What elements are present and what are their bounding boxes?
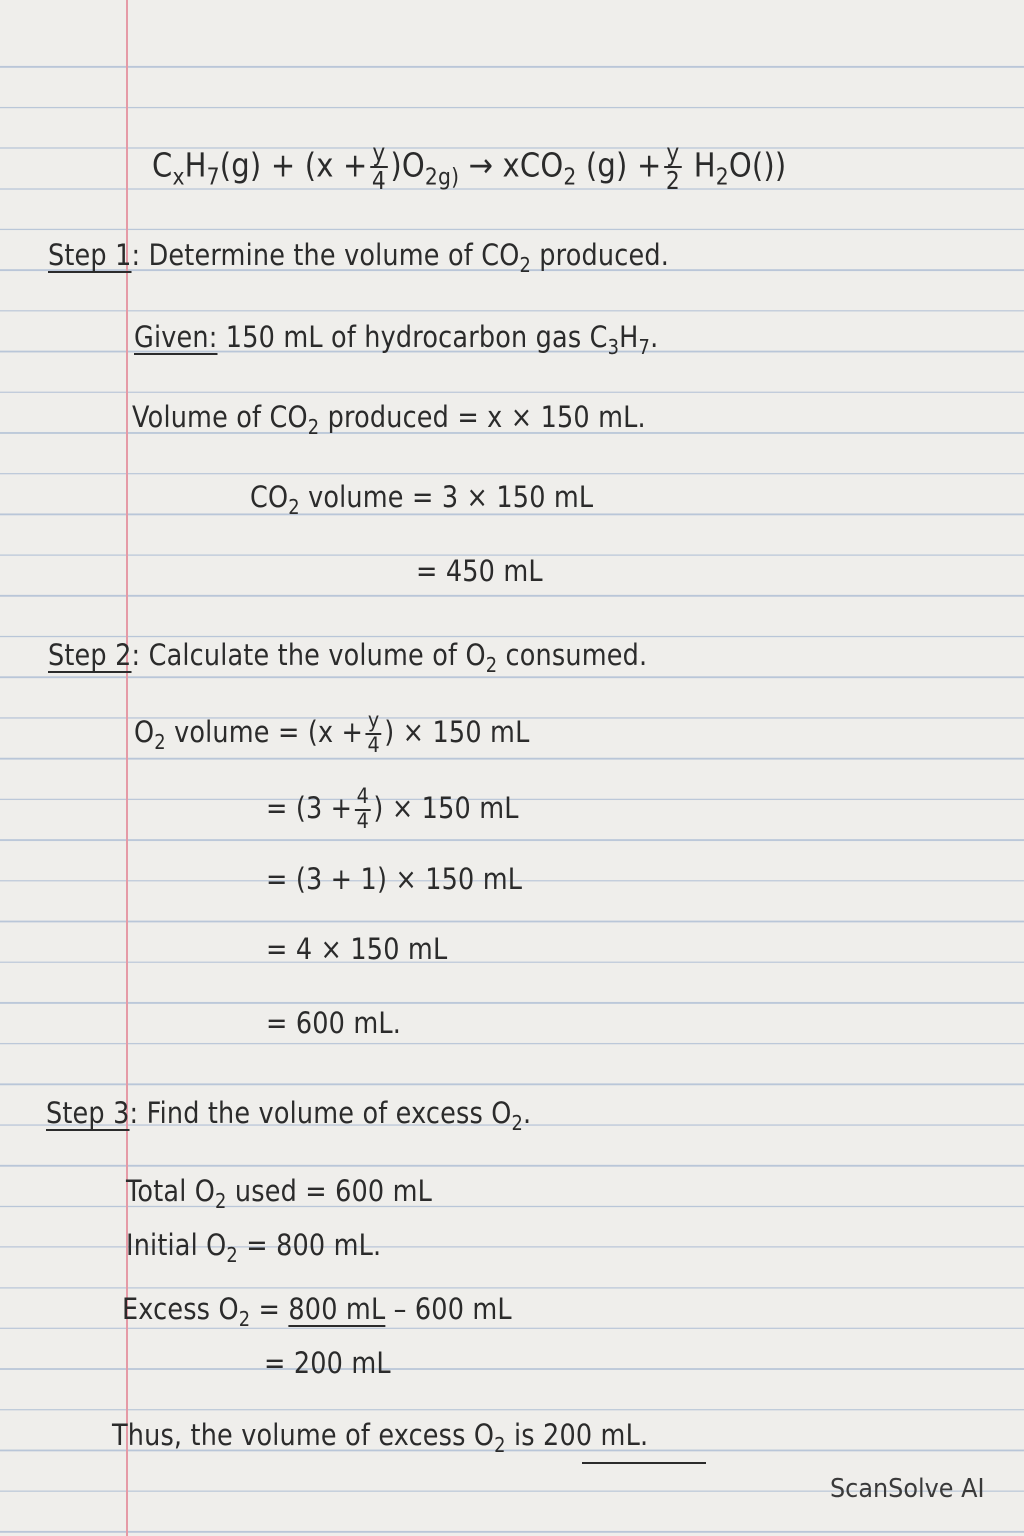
formula-text: = (3 + 1) × 150 mL bbox=[266, 862, 523, 896]
eq-part: H bbox=[684, 145, 716, 185]
step1-heading-sub: 2 bbox=[519, 253, 531, 278]
formula-text: Initial O bbox=[126, 1228, 227, 1262]
step3-heading-sub: 2 bbox=[511, 1111, 524, 1136]
step1-heading-text: : Determine the volume of CO bbox=[131, 238, 520, 272]
step2-label: Step 2 bbox=[48, 638, 132, 672]
formula-text: volume = (x + bbox=[165, 714, 364, 749]
eq-part: → xCO bbox=[459, 145, 564, 185]
eq-part: H bbox=[184, 145, 207, 185]
step1-co2-volume bbox=[250, 480, 593, 519]
formula-text: – 600 mL bbox=[385, 1292, 512, 1326]
conclusion bbox=[112, 1418, 648, 1457]
result-text: = 450 mL bbox=[416, 554, 543, 588]
step1-heading bbox=[48, 238, 669, 277]
step1-result bbox=[416, 554, 543, 588]
step1-heading-end: produced. bbox=[530, 238, 670, 272]
step3-total bbox=[126, 1174, 432, 1213]
formula-text: Excess O bbox=[122, 1292, 239, 1326]
given-sub: 7 bbox=[638, 335, 651, 360]
formula-sub: 2 bbox=[226, 1243, 238, 1268]
formula-sub: 2 bbox=[215, 1189, 227, 1214]
step2-heading-sub: 2 bbox=[485, 653, 498, 678]
final-answer: 200 mL. bbox=[543, 1418, 649, 1452]
conclusion-text: is bbox=[505, 1418, 544, 1452]
given-end: . bbox=[650, 320, 659, 354]
given-text: 150 mL of hydrocarbon gas C bbox=[217, 320, 608, 354]
fraction-y-over-4: $\frac{y}{4}$ bbox=[367, 708, 380, 758]
eq-sub: 2 bbox=[715, 164, 729, 191]
formula-sub: 2 bbox=[307, 415, 320, 440]
step3-heading bbox=[46, 1096, 531, 1135]
step3-heading-end: . bbox=[523, 1096, 532, 1130]
combustion-equation bbox=[152, 140, 786, 194]
eq-part: C bbox=[152, 145, 173, 185]
formula-text: Volume of CO bbox=[132, 400, 308, 434]
formula-text: = 4 × 150 mL bbox=[266, 932, 448, 966]
eq-part: )O bbox=[390, 145, 425, 185]
formula-text: O bbox=[134, 714, 155, 749]
formula-text: used = 600 mL bbox=[226, 1174, 433, 1208]
formula-text: volume = 3 × 150 mL bbox=[299, 480, 594, 514]
step2-line2 bbox=[266, 786, 519, 834]
step2-heading-text: : Calculate the volume of O bbox=[131, 638, 486, 672]
step2-line3 bbox=[266, 862, 522, 896]
step3-result bbox=[264, 1346, 391, 1380]
formula-text: = 600 mL. bbox=[266, 1006, 402, 1040]
step1-label: Step 1 bbox=[48, 238, 132, 272]
result-text: = 200 mL bbox=[264, 1346, 391, 1380]
watermark: ScanSolve AI bbox=[830, 1474, 985, 1504]
eq-sub: x bbox=[172, 164, 185, 191]
eq-part: O()) bbox=[728, 145, 787, 185]
given-label: Given: bbox=[134, 320, 218, 354]
step2-line5 bbox=[266, 1006, 401, 1040]
step2-line4 bbox=[266, 932, 447, 966]
eq-fraction-y-over-4: $\frac{y}{4}$ bbox=[371, 138, 386, 195]
step3-label: Step 3 bbox=[46, 1096, 130, 1130]
given-sub: 3 bbox=[607, 335, 620, 360]
given-text: H bbox=[619, 320, 639, 354]
conclusion-sub: 2 bbox=[494, 1433, 506, 1458]
step2-heading-end: consumed. bbox=[497, 638, 648, 672]
formula-text: ) × 150 mL bbox=[373, 790, 519, 825]
underlined-value: 800 mL bbox=[288, 1292, 386, 1326]
formula-text: = bbox=[250, 1292, 289, 1326]
step1-given bbox=[134, 320, 658, 359]
formula-text: = (3 + bbox=[266, 790, 353, 825]
formula-text: produced = x × 150 mL. bbox=[319, 400, 646, 434]
formula-text: = 800 mL. bbox=[237, 1228, 382, 1262]
step3-heading-text: : Find the volume of excess O bbox=[129, 1096, 512, 1130]
step2-heading bbox=[48, 638, 647, 677]
eq-fraction-y-over-2: $\frac{y}{2}$ bbox=[665, 138, 680, 195]
final-answer-underline bbox=[582, 1462, 706, 1464]
step3-initial bbox=[126, 1228, 381, 1267]
eq-sub: 7 bbox=[206, 164, 220, 191]
fraction-4-over-4: $\frac{4}{4}$ bbox=[356, 784, 370, 834]
eq-sub: 2g) bbox=[424, 164, 460, 191]
formula-sub: 2 bbox=[288, 495, 300, 520]
formula-text: CO bbox=[250, 480, 289, 514]
conclusion-text: Thus, the volume of excess O bbox=[112, 1418, 495, 1452]
eq-part: (g) + (x + bbox=[219, 145, 368, 185]
eq-sub: 2 bbox=[563, 164, 577, 191]
formula-sub: 2 bbox=[238, 1307, 251, 1332]
formula-sub: 2 bbox=[154, 729, 166, 754]
step1-volume-formula bbox=[132, 400, 646, 439]
step3-excess bbox=[122, 1292, 512, 1331]
eq-part: (g) + bbox=[576, 145, 662, 185]
formula-text: Total O bbox=[126, 1174, 216, 1208]
formula-text: ) × 150 mL bbox=[384, 714, 530, 749]
step2-line1 bbox=[134, 710, 529, 758]
